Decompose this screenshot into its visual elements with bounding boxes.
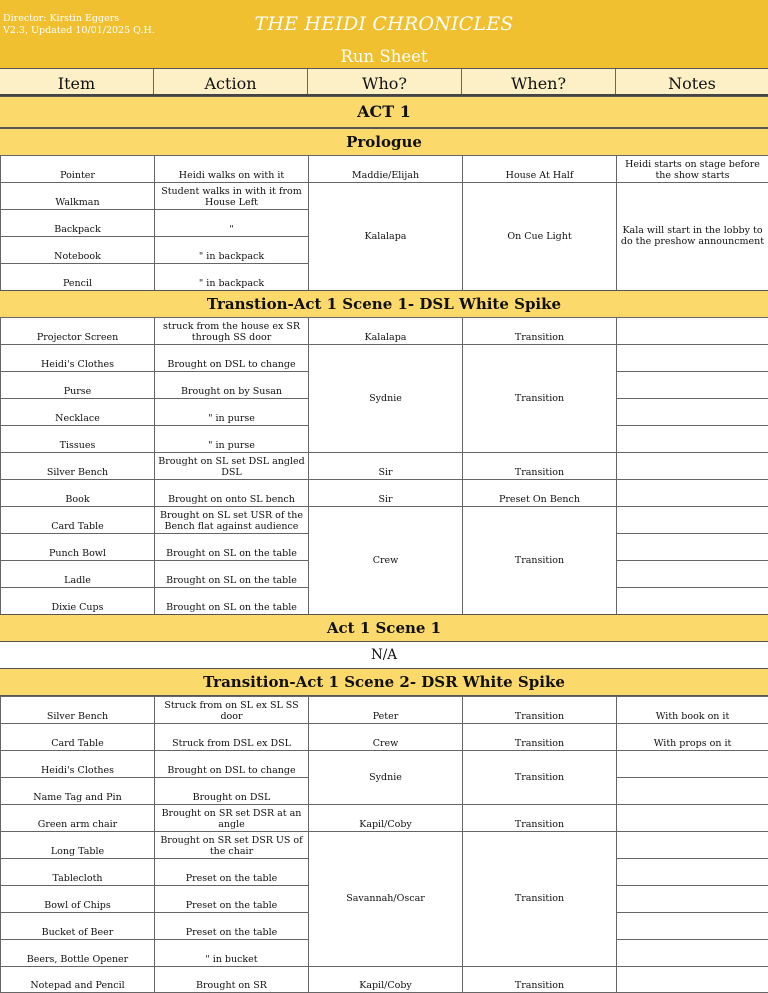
transition1-table [0, 317, 768, 615]
table-row [1, 183, 768, 210]
item-cell: Projector Screen [1, 318, 155, 345]
show-title: THE HEIDI CHRONICLES [254, 13, 514, 35]
item-cell: Silver Bench [1, 453, 155, 480]
action-cell: " in purse [155, 426, 309, 453]
col-header-item: Item [0, 69, 154, 94]
prologue-table [0, 155, 768, 291]
item-cell: Purse [1, 372, 155, 399]
action-cell: Brought on by Susan [155, 372, 309, 399]
item-cell: Card Table [1, 724, 155, 751]
action-cell: Brought on SL on the table [155, 534, 309, 561]
table-row [1, 724, 768, 751]
section-transition-2: Transition-Act 1 Scene 2- DSR White Spike [0, 668, 768, 696]
action-cell: " in purse [155, 399, 309, 426]
action-cell: Preset on the table [155, 886, 309, 913]
sheet-header [0, 0, 768, 69]
action-cell: Brought on SL set DSL angled DSL [155, 453, 309, 480]
action-cell: Brought on SR set DSR US of the chair [155, 832, 309, 859]
when-cell: Transition [463, 751, 617, 805]
when-cell: Transition [463, 453, 617, 480]
item-cell: Pointer [1, 156, 155, 183]
item-cell: Tissues [1, 426, 155, 453]
item-cell: Backpack [1, 210, 155, 237]
when-cell: Transition [463, 832, 617, 967]
table-row [1, 697, 768, 724]
action-cell: Brought on SL on the table [155, 561, 309, 588]
notes-cell [617, 318, 768, 345]
notes-cell [617, 426, 768, 453]
when-cell: On Cue Light [463, 183, 617, 291]
action-cell: Brought on SL on the table [155, 588, 309, 615]
notes-cell [617, 805, 768, 832]
notes-cell [617, 480, 768, 507]
when-cell: Transition [463, 967, 617, 993]
when-cell: Transition [463, 507, 617, 615]
action-cell: Brought on SR [155, 967, 309, 993]
notes-cell: Kala will start in the lobby to do the preshow announcment [617, 183, 768, 291]
who-cell: Kalalapa [309, 318, 463, 345]
notes-cell [617, 507, 768, 534]
section-transition-1: Transtion-Act 1 Scene 1- DSL White Spike [0, 290, 768, 318]
table-row [1, 345, 768, 372]
table-row [1, 156, 768, 183]
table-row [1, 805, 768, 832]
item-cell: Notepad and Pencil [1, 967, 155, 993]
action-cell: Preset on the table [155, 859, 309, 886]
item-cell: Punch Bowl [1, 534, 155, 561]
who-cell: Sir [309, 453, 463, 480]
item-cell: Necklace [1, 399, 155, 426]
who-cell: Sir [309, 480, 463, 507]
version-label: V2.3, Updated 10/01/2025 Q.H. [3, 25, 155, 36]
col-header-when: When? [462, 69, 616, 94]
when-cell: Transition [463, 318, 617, 345]
when-cell: House At Half [463, 156, 617, 183]
when-cell: Transition [463, 345, 617, 453]
item-cell: Pencil [1, 264, 155, 291]
notes-cell: Heidi starts on stage before the show starts [617, 156, 768, 183]
who-cell: Sydnie [309, 751, 463, 805]
when-cell: Transition [463, 724, 617, 751]
action-cell: " in bucket [155, 940, 309, 967]
table-row [1, 318, 768, 345]
item-cell: Name Tag and Pin [1, 778, 155, 805]
who-cell: Savannah/Oscar [309, 832, 463, 967]
who-cell: Sydnie [309, 345, 463, 453]
action-cell: Brought on SR set DSR at an angle [155, 805, 309, 832]
action-cell: Struck from DSL ex DSL [155, 724, 309, 751]
item-cell: Silver Bench [1, 697, 155, 724]
who-cell: Peter [309, 697, 463, 724]
notes-cell: With props on it [617, 724, 768, 751]
notes-cell [617, 399, 768, 426]
table-row [1, 751, 768, 778]
table-row [1, 967, 768, 993]
who-cell: Crew [309, 507, 463, 615]
scene-1-body: N/A [0, 641, 768, 669]
when-cell: Transition [463, 805, 617, 832]
action-cell: " [155, 210, 309, 237]
table-row [1, 453, 768, 480]
item-cell: Card Table [1, 507, 155, 534]
notes-cell [617, 751, 768, 778]
notes-cell [617, 372, 768, 399]
action-cell: Heidi walks on with it [155, 156, 309, 183]
action-cell: Brought on DSL to change [155, 751, 309, 778]
item-cell: Book [1, 480, 155, 507]
action-cell: Brought on SL set USR of the Bench flat against audience [155, 507, 309, 534]
item-cell: Heidi's Clothes [1, 345, 155, 372]
col-header-action: Action [154, 69, 308, 94]
section-scene-1: Act 1 Scene 1 [0, 614, 768, 642]
notes-cell [617, 345, 768, 372]
item-cell: Ladle [1, 561, 155, 588]
notes-cell: With book on it [617, 697, 768, 724]
item-cell: Notebook [1, 237, 155, 264]
notes-cell [617, 913, 768, 940]
notes-cell [617, 940, 768, 967]
table-row [1, 480, 768, 507]
action-cell: " in backpack [155, 237, 309, 264]
transition2-table [0, 696, 768, 993]
item-cell: Long Table [1, 832, 155, 859]
action-cell: Brought on DSL [155, 778, 309, 805]
item-cell: Tablecloth [1, 859, 155, 886]
section-prologue: Prologue [0, 128, 768, 156]
action-cell: " in backpack [155, 264, 309, 291]
item-cell: Beers, Bottle Opener [1, 940, 155, 967]
notes-cell [617, 859, 768, 886]
who-cell: Kapil/Coby [309, 967, 463, 993]
column-headers [0, 69, 768, 96]
table-row [1, 507, 768, 534]
act-band: ACT 1 [0, 96, 768, 128]
item-cell: Bowl of Chips [1, 886, 155, 913]
notes-cell [617, 453, 768, 480]
who-cell: Maddie/Elijah [309, 156, 463, 183]
when-cell: Preset On Bench [463, 480, 617, 507]
notes-cell [617, 967, 768, 993]
who-cell: Kapil/Coby [309, 805, 463, 832]
col-header-who: Who? [308, 69, 462, 94]
item-cell: Walkman [1, 183, 155, 210]
col-header-notes: Notes [668, 74, 716, 93]
table-row [1, 832, 768, 859]
who-cell: Kalalapa [309, 183, 463, 291]
action-cell: Preset on the table [155, 913, 309, 940]
action-cell: struck from the house ex SR through SS door [155, 318, 309, 345]
notes-cell [617, 778, 768, 805]
notes-cell [617, 588, 768, 615]
action-cell: Brought on onto SL bench [155, 480, 309, 507]
notes-cell [617, 886, 768, 913]
item-cell: Bucket of Beer [1, 913, 155, 940]
action-cell: Brought on DSL to change [155, 345, 309, 372]
sheet-subtitle: Run Sheet [340, 47, 428, 66]
action-cell: Student walks in with it from House Left [155, 183, 309, 210]
item-cell: Dixie Cups [1, 588, 155, 615]
item-cell: Green arm chair [1, 805, 155, 832]
item-cell: Heidi's Clothes [1, 751, 155, 778]
notes-cell [617, 561, 768, 588]
notes-cell [617, 832, 768, 859]
director-label: Director: Kirstin Eggers [3, 13, 120, 24]
who-cell: Crew [309, 724, 463, 751]
action-cell: Struck from on SL ex SL SS door [155, 697, 309, 724]
when-cell: Transition [463, 697, 617, 724]
notes-cell [617, 534, 768, 561]
